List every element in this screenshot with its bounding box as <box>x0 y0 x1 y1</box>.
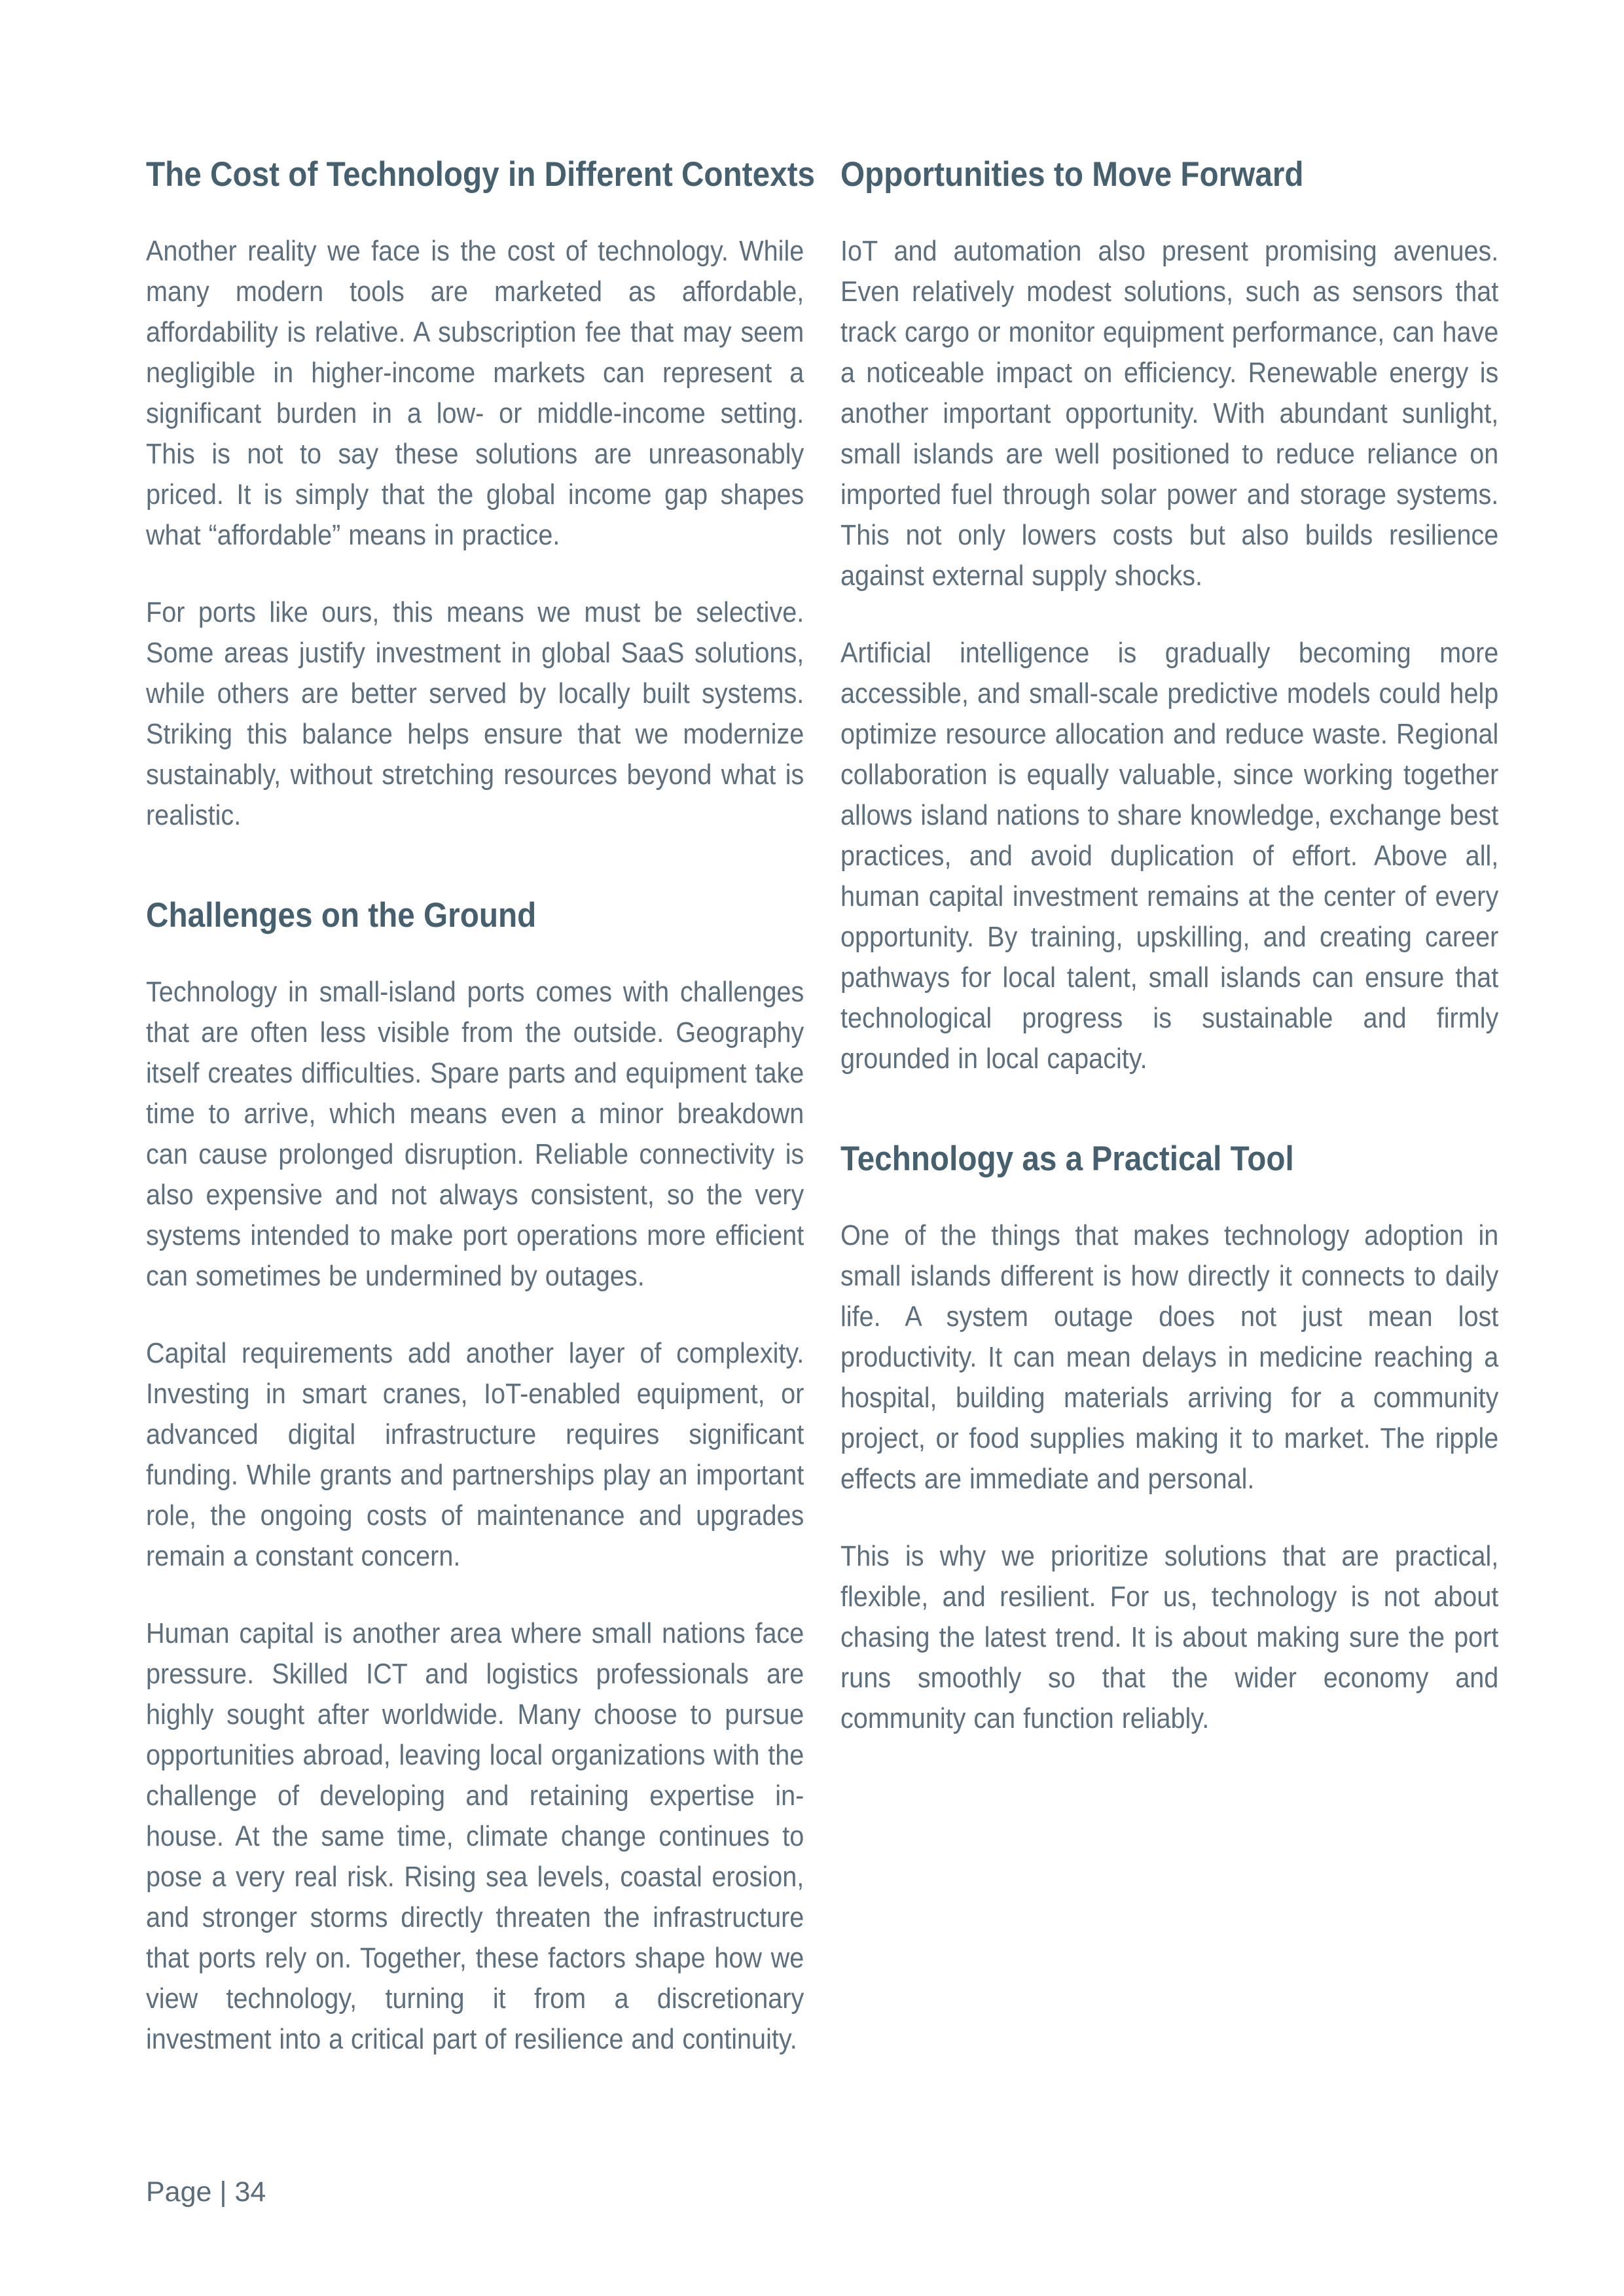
heading-challenges-on-the-ground: Challenges on the Ground <box>146 896 537 935</box>
left-column-content <box>146 155 816 2060</box>
paragraph-artificial-intelligence: Artificial intelligence is gradually becoming more accessible, and small-scale predictive models could help optimize resource allocation and reduce waste. Regional collaboration is equally valuable, since working together allows island nations to share knowledge, exchange best practices, and avoid duplication of effort. Above all, human capital investment remains at the center of every opportunity. By training, upskilling, and creating career pathways for local talent, small islands can ensure that technological progress is sustainable and firmly grounded in local capacity. <box>840 637 1499 1075</box>
paragraph-iot-and-automation: IoT and automation also present promising avenues. Even relatively modest solutions, such as sensors that track cargo or monitor equipment performance, can have a noticeable impact on efficiency. Renewable energy is another important opportunity. With abundant sunlight, small islands are well positioned to reduce reliance on imported fuel through solar power and storage systems. This not only lowers costs but also builds resilience against external supply shocks. <box>840 235 1499 592</box>
heading-opportunities-to-move-forward: Opportunities to Move Forward <box>840 155 1304 194</box>
two-column-layout <box>146 155 1498 2060</box>
right-column-content <box>840 155 1498 1739</box>
paragraph-technology-adoption-daily-life: One of the things that makes technology adoption in small islands different is how directly it connects to daily life. A system outage does not just mean lost productivity. It can mean delays in medicine reaching a hospital, building materials arriving for a community project, or food supplies making it to market. The ripple effects are immediate and personal. <box>840 1219 1499 1495</box>
paragraph-another-reality: Another reality we face is the cost of technology. While many modern tools are marketed as affordable, affordability is relative. A subscription fee that may seem negligible in higher-income markets can represent a significant burden in a low- or middle-income setting. This is not to say these solutions are unreasonably priced. It is simply that the global income gap shapes what “affordable” means in practice. <box>146 235 804 551</box>
left-column <box>146 155 816 2060</box>
page-number-footer: Page | 34 <box>146 2176 266 2208</box>
heading-cost-of-technology: The Cost of Technology in Different Contexts <box>146 155 816 194</box>
heading-technology-as-practical-tool: Technology as a Practical Tool <box>840 1139 1294 1178</box>
paragraph-prioritize-practical-solutions: This is why we prioritize solutions that are practical, flexible, and resilient. For us, technology is not about chasing the latest trend. It is about making sure the port runs smoothly so that the wider economy and community can function reliably. <box>840 1540 1499 1734</box>
paragraph-human-capital: Human capital is another area where small nations face pressure. Skilled ICT and logistics professionals are highly sought after worldwide. Many choose to pursue opportunities abroad, leaving local organizations with the challenge of developing and retaining expertise in-house. At the same time, climate change continues to pose a very real risk. Rising sea levels, coastal erosion, and stronger storms directly threaten the infrastructure that ports rely on. Together, these factors shape how we view technology, turning it from a discretionary investment into a critical part of resilience and continuity. <box>146 1617 804 2055</box>
paragraph-capital-requirements: Capital requirements add another layer of complexity. Investing in smart cranes, IoT-enabled equipment, or advanced digital infrastructure requires significant funding. While grants and partnerships play an important role, the ongoing costs of maintenance and upgrades remain a constant concern. <box>146 1337 804 1572</box>
paragraph-technology-small-island-ports: Technology in small-island ports comes with challenges that are often less visible from the outside. Geography itself creates difficulties. Spare parts and equipment take time to arrive, which means even a minor breakdown can cause prolonged disruption. Reliable connectivity is also expensive and not always consistent, so the very systems intended to make port operations more efficient can sometimes be undermined by outages. <box>146 976 804 1292</box>
right-column <box>840 155 1498 2060</box>
paragraph-for-ports-like-ours: For ports like ours, this means we must be selective. Some areas justify investment in global SaaS solutions, while others are better served by locally built systems. Striking this balance helps ensure that we modernize sustainably, without stretching resources beyond what is realistic. <box>146 596 804 831</box>
